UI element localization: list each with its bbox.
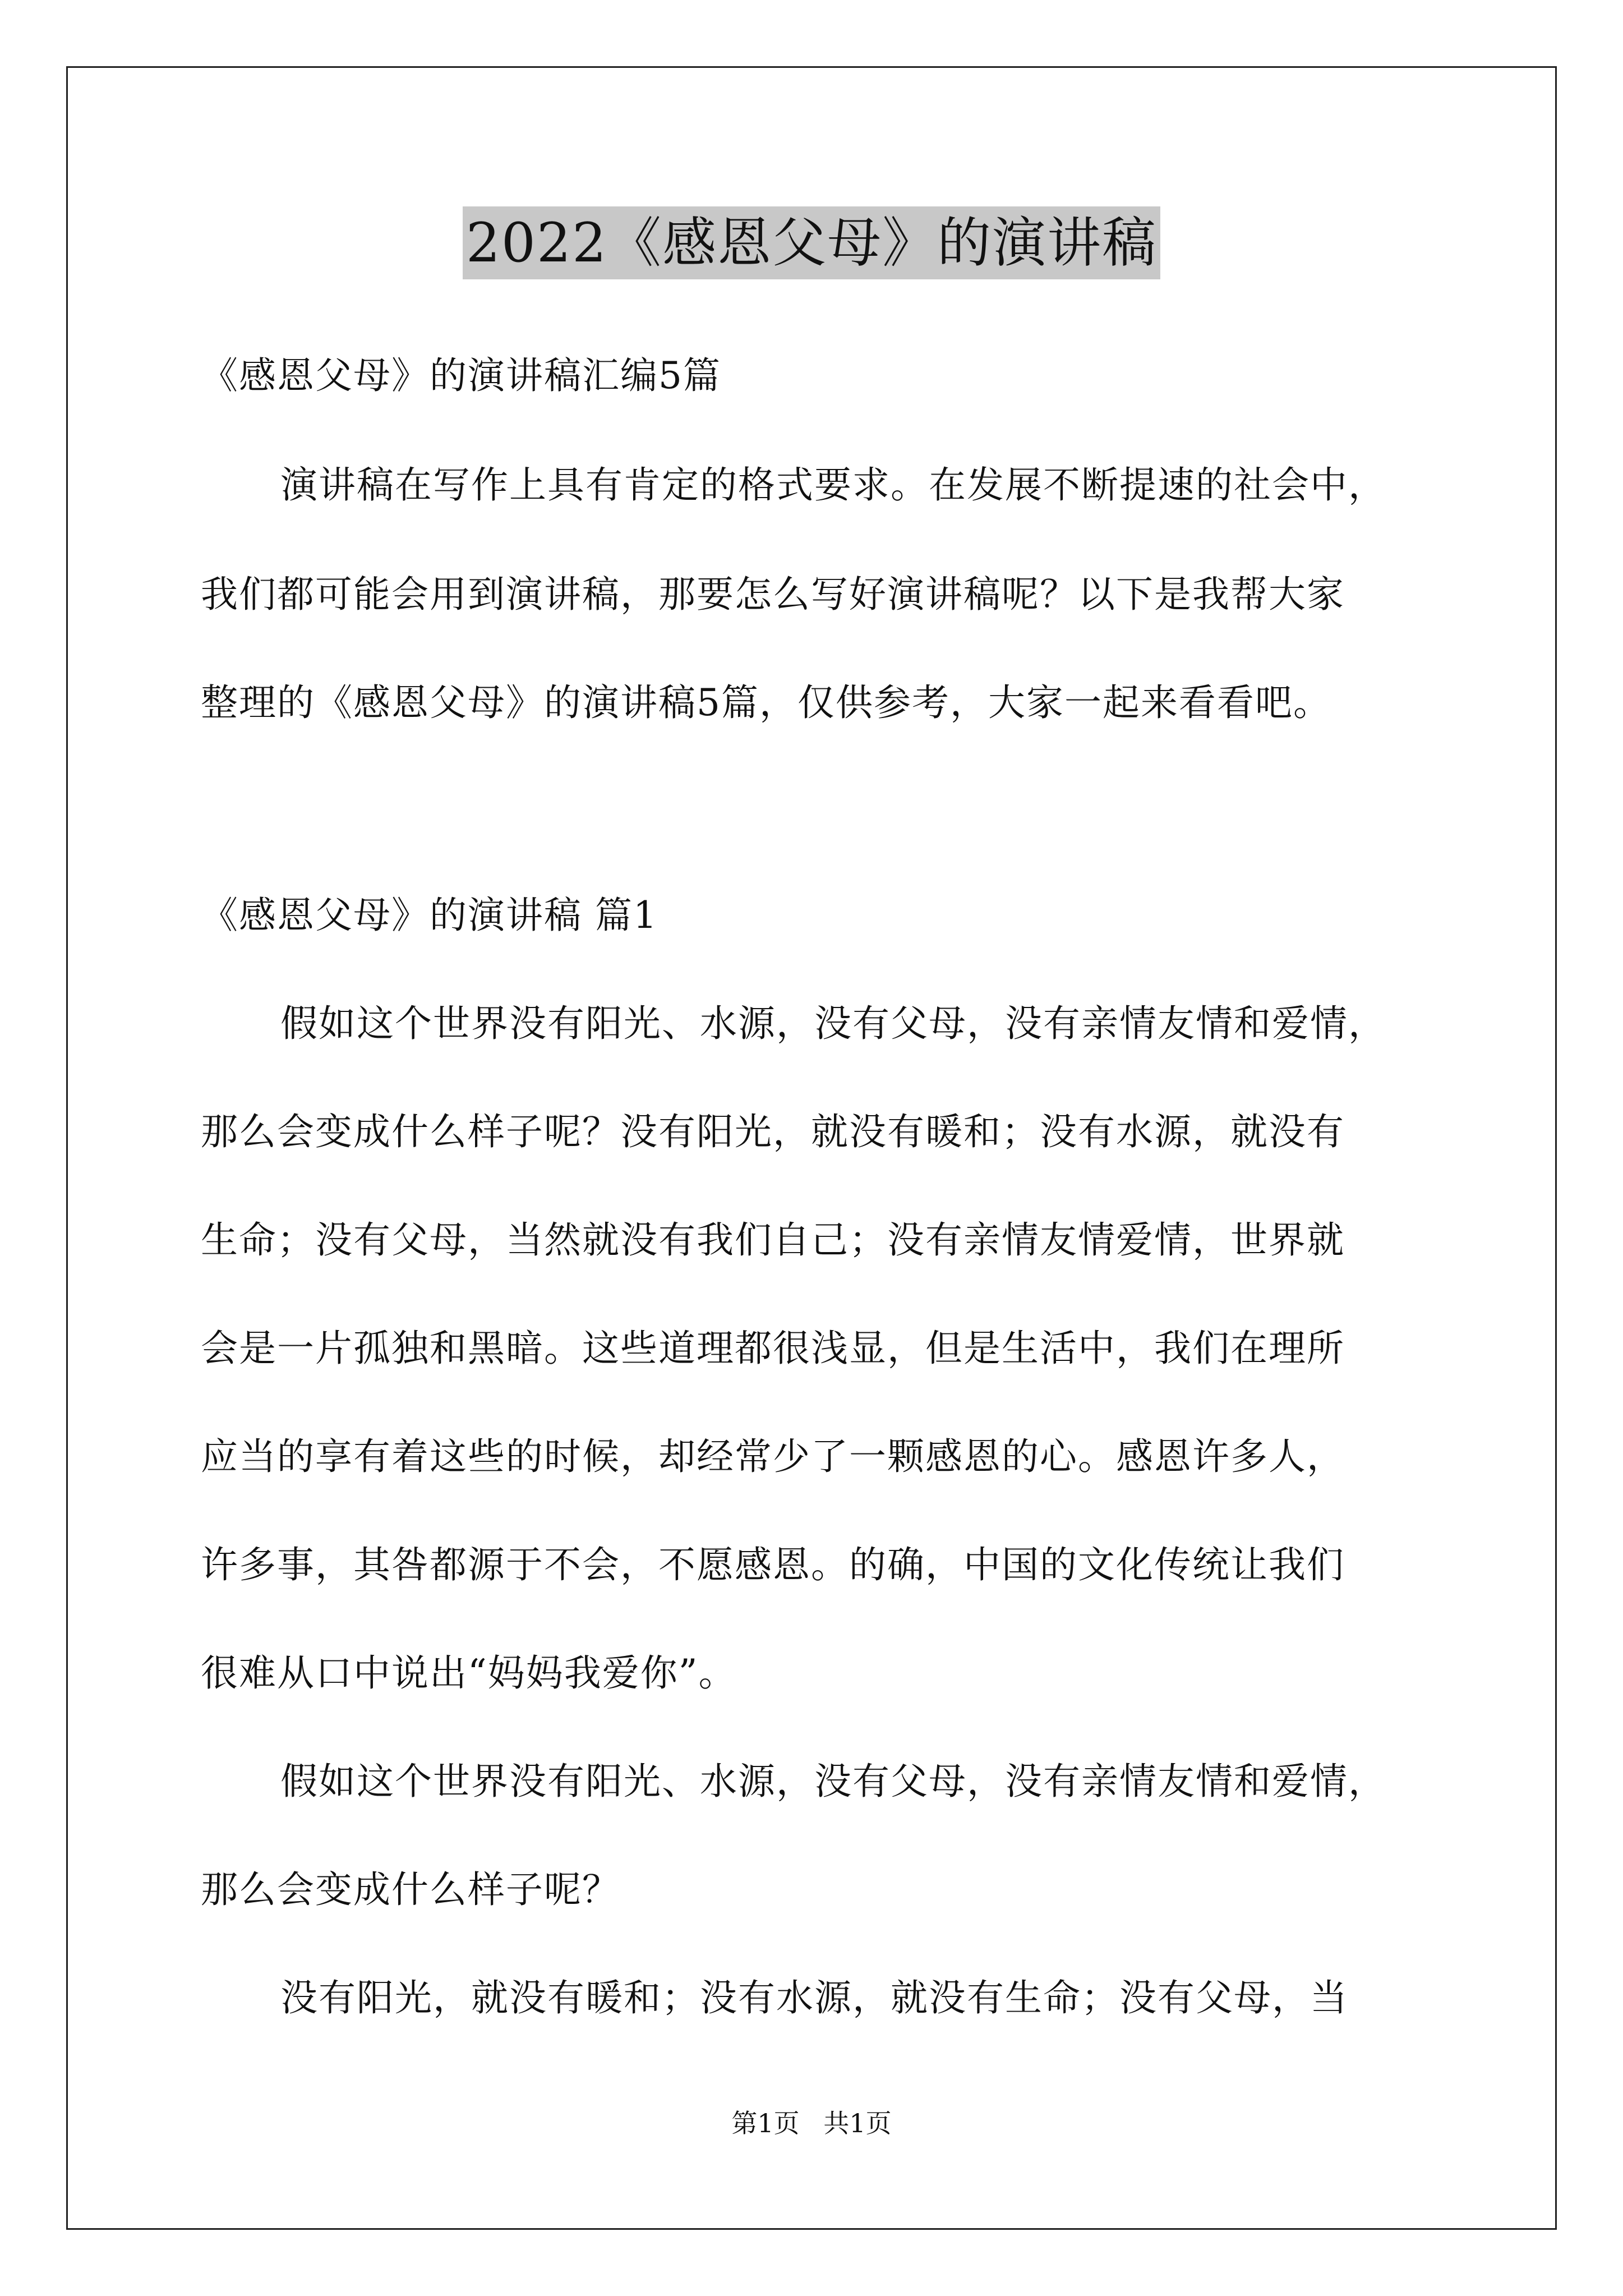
para1-line-4: 会是一片孤独和黑暗。这些道理都很浅显，但是生活中，我们在理所 [201, 1327, 1345, 1370]
title-container [0, 206, 1623, 279]
document-title: 2022《感恩父母》的演讲稿 [463, 206, 1160, 279]
para2-line-1: 假如这个世界没有阳光、水源，没有父母，没有亲情友情和爱情， [280, 1760, 1386, 1803]
intro-line-3: 整理的《感恩父母》的演讲稿5篇，仅供参考，大家一起来看看吧。 [201, 681, 1331, 724]
intro-line-2: 我们都可能会用到演讲稿，那要怎么写好演讲稿呢？以下是我帮大家 [201, 573, 1345, 616]
para1-line-7: 很难从口中说出“妈妈我爱你”。 [201, 1651, 737, 1695]
document-subtitle: 《感恩父母》的演讲稿汇编5篇 [201, 354, 721, 397]
intro-line-1: 演讲稿在写作上具有肯定的格式要求。在发展不断提速的社会中， [280, 463, 1386, 507]
section-heading: 《感恩父母》的演讲稿 篇1 [201, 894, 658, 937]
para1-line-5: 应当的享有着这些的时候，却经常少了一颗感恩的心。感恩许多人， [201, 1435, 1345, 1478]
page-total: 共1页 [823, 2108, 892, 2138]
page-footer [0, 2106, 1623, 2140]
para1-line-1: 假如这个世界没有阳光、水源，没有父母，没有亲情友情和爱情， [280, 1002, 1386, 1045]
para2-line-2: 那么会变成什么样子呢？ [201, 1868, 620, 1911]
page-number: 第1页 [731, 2108, 800, 2138]
para1-line-3: 生命；没有父母，当然就没有我们自己；没有亲情友情爱情，世界就 [201, 1218, 1345, 1262]
para3-line-1: 没有阳光，就没有暖和；没有水源，就没有生命；没有父母，当 [280, 1976, 1348, 2019]
para1-line-6: 许多事，其咎都源于不会，不愿感恩。的确，中国的文化传统让我们 [201, 1543, 1345, 1586]
para1-line-2: 那么会变成什么样子呢？没有阳光，就没有暖和；没有水源，就没有 [201, 1110, 1345, 1153]
